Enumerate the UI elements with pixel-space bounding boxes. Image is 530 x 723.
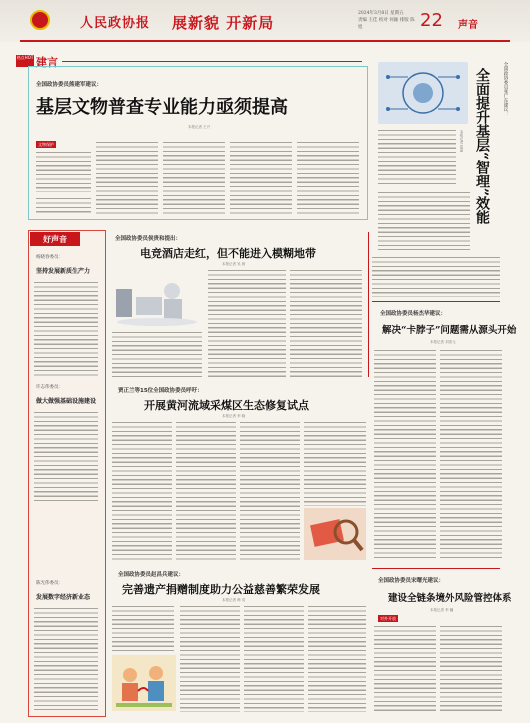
lead-headline: 基层文物普查专业能力亟须提高	[36, 97, 288, 118]
right-top-text-a	[378, 128, 456, 186]
lead-body-col3	[163, 140, 225, 214]
article6-tag: 对外开放	[380, 616, 396, 621]
paper-name: 人民政协报	[80, 16, 151, 31]
gaming-cartoon	[112, 275, 202, 327]
page-meta	[358, 10, 418, 31]
sidebar-item-author: 许志伟委员：	[36, 385, 63, 390]
article5-text-col3	[244, 604, 304, 712]
article6-text-col1	[374, 624, 436, 712]
article3-text-col4	[304, 420, 366, 506]
section-name: 声音	[458, 20, 478, 31]
sidebar-item-title: 做大做强基础设施建设	[36, 398, 97, 405]
lead-body-col2	[96, 140, 158, 214]
right-top-byline: 本报记者 葛嘉	[460, 130, 464, 153]
article5-text-col1	[112, 604, 174, 652]
article3-text-col1	[112, 420, 172, 560]
right-top-text-c	[372, 255, 500, 297]
article3-text-col2	[176, 420, 236, 560]
article2-text-col1	[112, 330, 202, 378]
right-top-headline: 全面提升基层“智理”效能	[474, 68, 490, 225]
article2-headline: 电竞酒店走红，但不能进入模糊地带	[140, 247, 316, 260]
page-date: 2024年3月8日 星期五	[358, 11, 404, 16]
sidebar-item-text	[34, 410, 98, 502]
sidebar-item-author: 杨晓春委员：	[36, 255, 63, 260]
divider	[368, 232, 369, 377]
sidebar-header: 好声音	[30, 232, 80, 246]
article6-text-col2	[440, 624, 502, 712]
masthead	[0, 0, 530, 42]
article5-headline: 完善遗产捐赠制度助力公益慈善繁荣发展	[122, 583, 320, 596]
article3-text-col3	[240, 420, 300, 560]
charity-illustration	[112, 655, 176, 711]
column-rule	[62, 61, 362, 62]
right-top-kicker: 全国政协委员张广东建议：	[503, 62, 508, 116]
lead-tag: 文物保护	[38, 142, 54, 147]
lead-byline: 本报记者 王兴	[188, 125, 211, 129]
lead-body-col5	[297, 140, 359, 214]
divider	[372, 301, 500, 302]
article5-kicker: 全国政协委员赵昌兵建议：	[118, 572, 185, 578]
article4-text-col1	[374, 348, 436, 558]
article5-byline: 本报记者 韩 英	[222, 598, 246, 602]
lead-body-col4	[230, 140, 292, 214]
masthead-rule	[20, 40, 510, 42]
sidebar-item-title: 坚持发展新质生产力	[36, 268, 91, 275]
ai-brain-graphic	[378, 62, 468, 124]
right-top-text-b	[378, 190, 470, 250]
page-editors: 责编 王佳 校对 何颖 排版 陈旭	[358, 18, 415, 30]
divider	[372, 568, 500, 569]
article2-text-col3	[290, 268, 362, 378]
article3-byline: 本报记者 李 晓	[222, 414, 246, 418]
article4-byline: 本报记者 刘喜元	[430, 340, 456, 344]
article6-kicker: 全国政协委员宋曙光建议：	[378, 578, 445, 584]
article5-text-col2	[180, 604, 240, 712]
sidebar-item-text	[34, 606, 98, 710]
sidebar-item-text	[34, 280, 98, 378]
lead-kicker: 全国政协委员熊建军建议：	[36, 82, 103, 88]
column-name: 建言	[36, 56, 58, 69]
cppcc-emblem-icon	[30, 10, 50, 30]
article2-byline: 本报记者 吴 琼	[222, 262, 246, 266]
article6-headline: 建设全链条境外风险管控体系	[388, 593, 512, 604]
article2-text-col2	[208, 268, 286, 378]
article5-text-col4	[308, 604, 366, 712]
lead-body-col1	[36, 196, 91, 214]
page-number: 22	[420, 10, 443, 31]
sidebar-item-title: 发展数字经济新业态	[36, 594, 91, 601]
article3-kicker: 贾正兰等15位全国政协委员呼吁：	[118, 388, 203, 394]
article6-byline: 本报记者 李 巍	[430, 608, 454, 612]
stamp-magnifier-graphic	[304, 508, 366, 560]
hot-badge: 热点HOT	[16, 55, 34, 67]
article4-text-col2	[440, 348, 502, 558]
lead-lede-text	[36, 150, 91, 192]
article2-kicker: 全国政协委员侯贵和提出：	[115, 236, 182, 242]
article3-headline: 开展黄河流域采煤区生态修复试点	[144, 399, 309, 412]
sidebar-item-author: 陈光伟委员：	[36, 581, 63, 586]
article4-headline: 解决“卡脖子”问题需从源头开始	[382, 325, 517, 336]
page-slogan: 展新貌 开新局	[172, 14, 275, 32]
article4-kicker: 全国政协委员杨杰华建议：	[380, 311, 447, 317]
